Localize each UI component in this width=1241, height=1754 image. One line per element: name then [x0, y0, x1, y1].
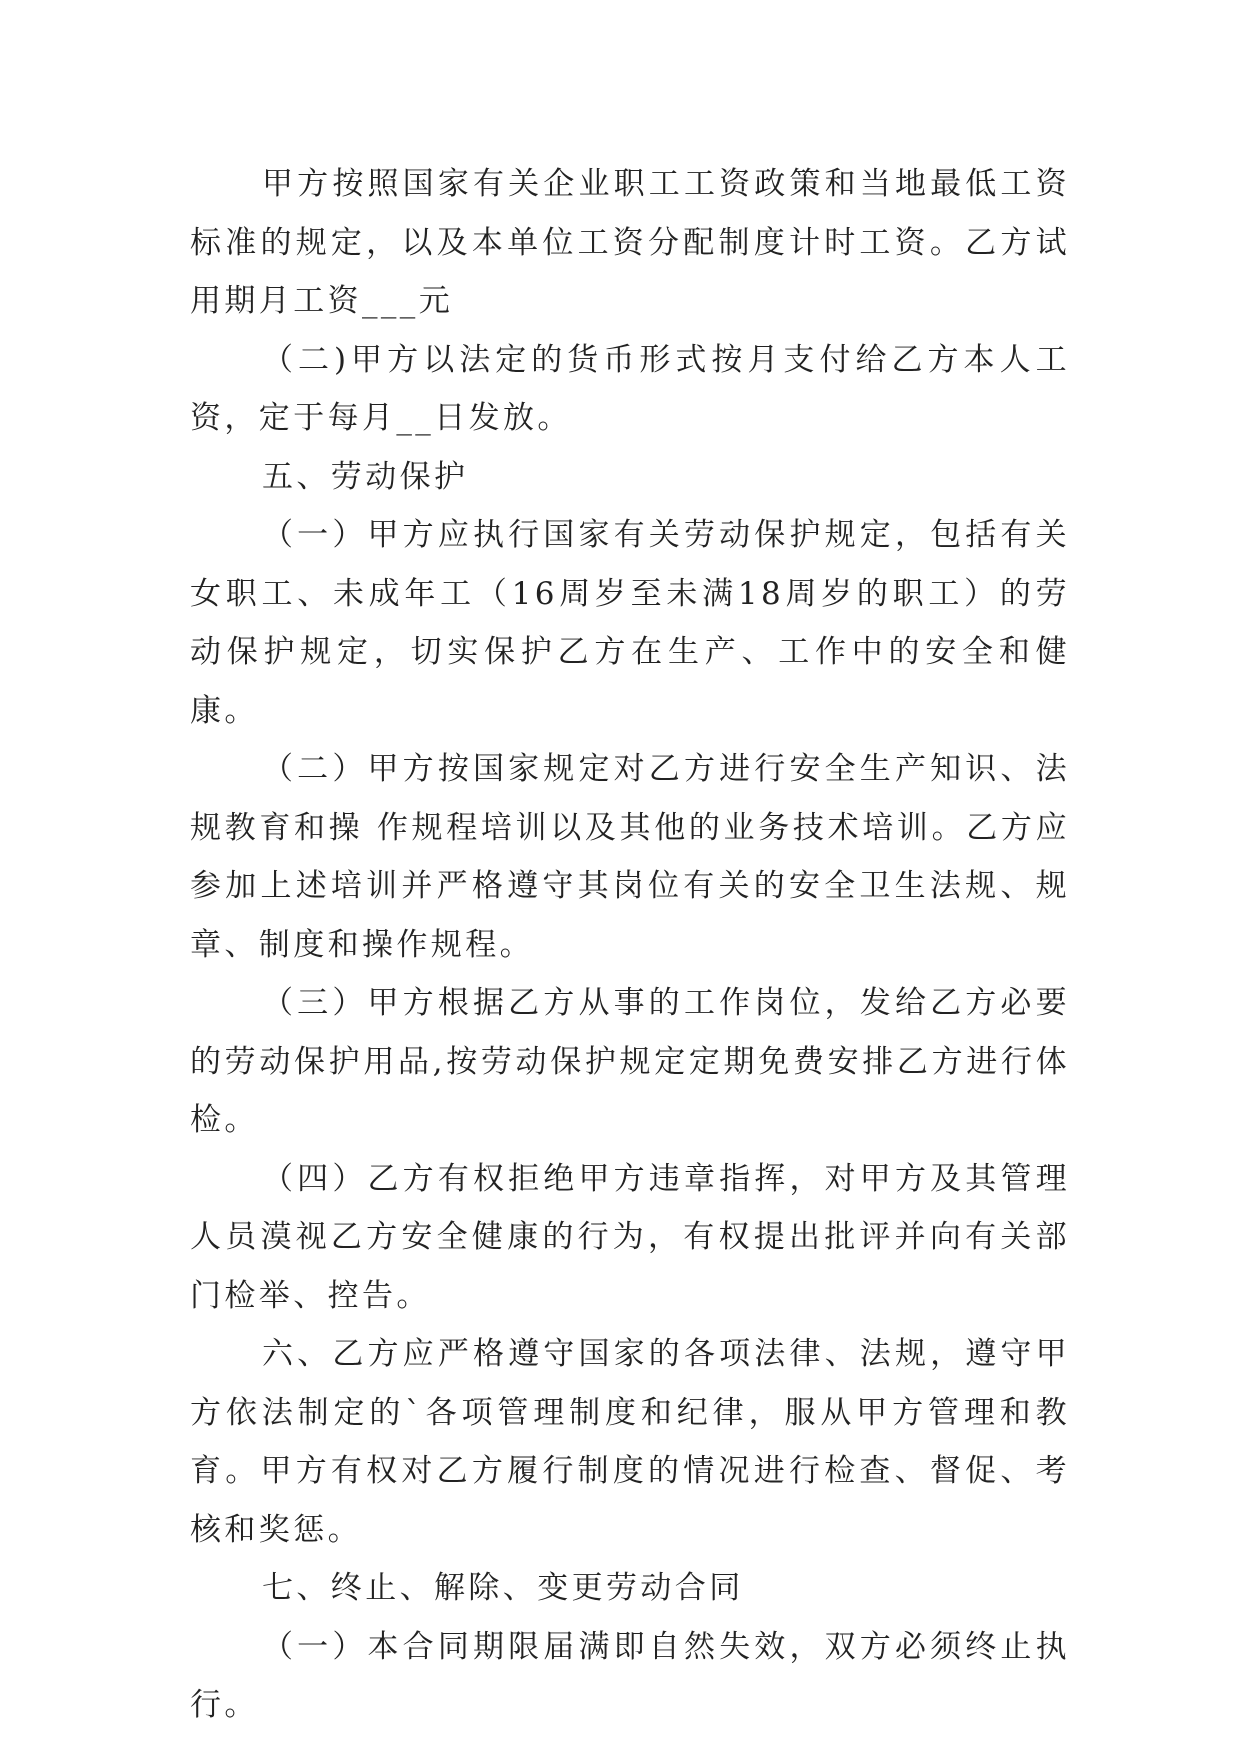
paragraph-wage-payment: （二)甲方以法定的货币形式按月支付给乙方本人工资，定于每月__日发放。: [190, 341, 1070, 436]
heading-labor-protection: 五、劳动保护: [262, 458, 469, 495]
paragraph-obey-rules: 六、乙方应严格遵守国家的各项法律、法规，遵守甲方依法制定的`各项管理制度和纪律，服从甲方管理和教育。甲方有权对乙方履行制度的情况进行检查、督促、考核和奖惩。: [190, 1336, 1070, 1548]
paragraph-protection-rules: （一）甲方应执行国家有关劳动保护规定，包括有关女职工、未成年工（16周岁至未满18周岁的职工）的劳动保护规定，切实保护乙方在生产、工作中的安全和健康。: [190, 517, 1070, 729]
paragraph-protective-equipment: （三）甲方根据乙方从事的工作岗位，发给乙方必要的劳动保护用品,按劳动保护规定定期免费安排乙方进行体检。: [190, 985, 1070, 1138]
paragraph-contract-expiry: （一）本合同期限届满即自然失效，双方必须终止执行。: [190, 1628, 1070, 1723]
heading-contract-termination: 七、终止、解除、变更劳动合同: [262, 1570, 744, 1606]
paragraph-wage-standard: 甲方按照国家有关企业职工工资政策和当地最低工资标准的规定，以及本单位工资分配制度计时工资。乙方试用期月工资___元: [190, 166, 1070, 319]
paragraph-safety-training: （二）甲方按国家规定对乙方进行安全生产知识、法规教育和操 作规程培训以及其他的业务技术培训。乙方应参加上述培训并严格遵守其岗位有关的安全卫生法规、规章、制度和操作规程。: [190, 751, 1070, 963]
document-body: [190, 155, 1070, 1735]
paragraph-right-to-refuse: （四）乙方有权拒绝甲方违章指挥，对甲方及其管理人员漠视乙方安全健康的行为，有权提出批评并向有关部门检举、控告。: [190, 1160, 1070, 1314]
